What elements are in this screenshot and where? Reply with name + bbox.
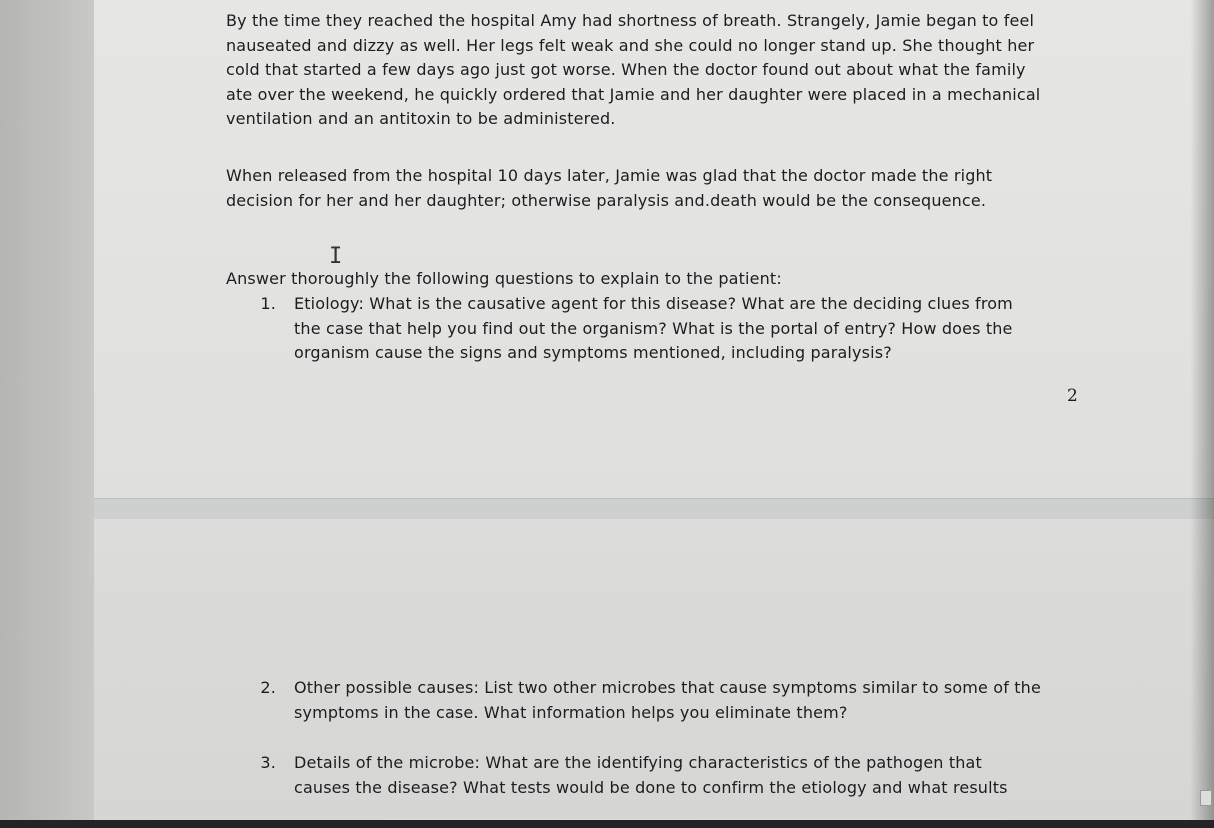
question-number: 1. — [260, 294, 276, 313]
question-line: the case that help you find out the organism? What is the portal of entry? How does the — [294, 318, 1013, 338]
text-cursor-icon: I — [329, 244, 343, 269]
screen-edge-shadow — [1190, 0, 1214, 828]
question-text — [294, 751, 1008, 800]
paragraph-line: nauseated and dizzy as well. Her legs felt weak and she could no longer stand up. She thought her — [226, 35, 1035, 55]
question-number: 2. — [260, 678, 276, 697]
instructions-text: Answer thoroughly the following questions to explain to the patient: — [226, 269, 782, 288]
screen-bezel — [0, 820, 1214, 828]
question-line: Etiology: What is the causative agent for this disease? What are the deciding clues from — [294, 294, 1013, 313]
question-line: Details of the microbe: What are the identifying characteristics of the pathogen that — [294, 753, 982, 772]
paragraph-line: cold that started a few days ago just got worse. When the doctor found out about what the family — [226, 60, 1026, 79]
question-line: symptoms in the case. What information helps you eliminate them? — [294, 702, 848, 722]
question-line: causes the disease? What tests would be done to confirm the etiology and what results — [294, 777, 1008, 797]
paragraph-line: By the time they reached the hospital Amy had shortness of breath. Strangely, Jamie began to feel — [226, 11, 1035, 30]
side-panel-toggle-icon[interactable] — [1200, 790, 1212, 806]
question-line: Other possible causes: List two other microbes that cause symptoms similar to some of the — [294, 678, 1041, 697]
question-number: 3. — [260, 753, 276, 772]
paragraph-line: decision for her and her daughter; otherwise paralysis and.death would be the consequence. — [226, 190, 987, 210]
paragraph-line: ventilation and an antitoxin to be administered. — [226, 109, 616, 128]
page-number: 2 — [1067, 386, 1078, 406]
question-line: organism cause the signs and symptoms mentioned, including paralysis? — [294, 343, 892, 362]
paragraph-line: When released from the hospital 10 days later, Jamie was glad that the doctor made the right — [226, 166, 993, 185]
paragraph-line: ate over the weekend, he quickly ordered that Jamie and her daughter were placed in a mechanical — [226, 84, 1041, 104]
